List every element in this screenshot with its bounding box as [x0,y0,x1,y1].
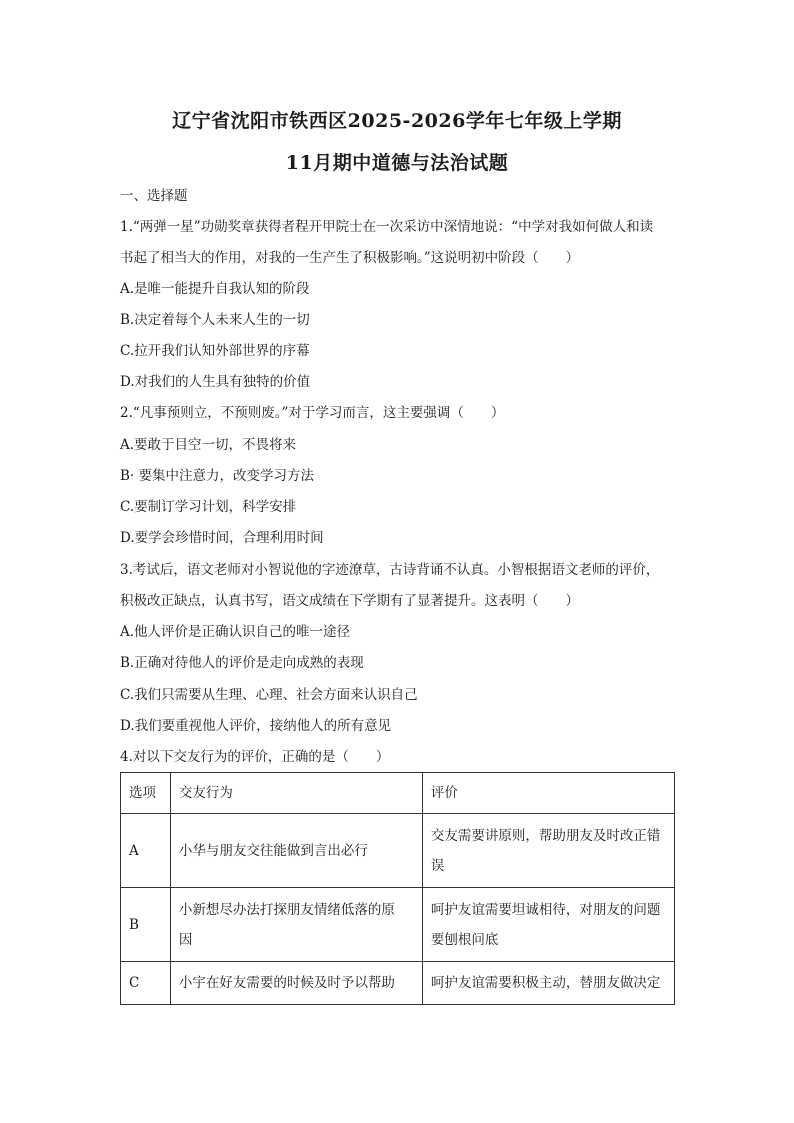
row-behavior: 小华与朋友交往能做到言出必行 [170,814,422,888]
row-option: A [121,814,171,888]
q2-option-c: C.要制订学习计划，科学安排 [120,499,297,515]
header-behavior: 交友行为 [170,773,422,814]
header-option: 选项 [121,773,171,814]
page-subtitle: 11月期中道德与法治试题 [285,152,509,174]
q3-stem-line1: 3.考试后，语文老师对小智说他的字迹潦草，古诗背诵不认真。小智根据语文老师的评价， [120,562,660,578]
table-row [121,814,675,888]
q1-stem-line2: 书起了相当大的作用，对我的一生产生了积极影响。”这说明初中阶段（ ） [120,250,580,266]
q4-stem: 4.对以下交友行为的评价，正确的是（ ） [120,749,390,765]
q2-option-d: D.要学会珍惜时间，合理利用时间 [120,530,324,546]
row-evaluation: 呵护友谊需要坦诚相待，对朋友的问题 要刨根问底 [422,888,674,962]
q3-option-b: B.正确对待他人的评价是走向成熟的表现 [120,655,364,671]
row-option: C [121,962,171,1005]
q3-stem-line2: 积极改正缺点，认真书写，语文成绩在下学期有了显著提升。这表明（ ） [120,593,579,609]
table-header-row [121,773,675,814]
row-behavior: 小宇在好友需要的时候及时予以帮助 [170,962,422,1005]
q4-table [120,772,675,1005]
q1-option-a: A.是唯一能提升自我认知的阶段 [120,281,310,297]
q3-option-c: C.我们只需要从生理、心理、社会方面来认识自己 [120,687,418,703]
section-heading: 一、选择题 [120,188,188,204]
q3-option-a: A.他人评价是正确认识自己的唯一途径 [120,624,351,640]
q1-stem-line1: 1.“两弹一星”功勋奖章获得者程开甲院士在一次采访中深情地说：“中学对我如何做人和读 [120,219,654,235]
q1-option-d: D.对我们的人生具有独特的价值 [120,374,311,390]
q1-option-c: C.拉开我们认知外部世界的序幕 [120,343,310,359]
row-behavior: 小新想尽办法打探朋友情绪低落的原 因 [170,888,422,962]
row-option: B [121,888,171,962]
q2-option-b: B· 要集中注意力，改变学习方法 [120,468,315,484]
q3-option-d: D.我们要重视他人评价，接纳他人的所有意见 [120,718,392,734]
row-evaluation: 交友需要讲原则，帮助朋友及时改正错 误 [422,814,674,888]
q1-option-b: B.决定着每个人未来人生的一切 [120,312,310,328]
page-title: 辽宁省沈阳市铁西区2025-2026学年七年级上学期 [172,110,622,132]
row-evaluation: 呵护友谊需要积极主动，替朋友做决定 [422,962,674,1005]
q2-stem: 2.“凡事预则立，不预则废。”对于学习而言，这主要强调（ ） [120,405,505,421]
q2-option-a: A.要敢于目空一切，不畏将来 [120,437,297,453]
header-evaluation: 评价 [422,773,674,814]
table-row [121,888,675,962]
table-row [121,962,675,1005]
